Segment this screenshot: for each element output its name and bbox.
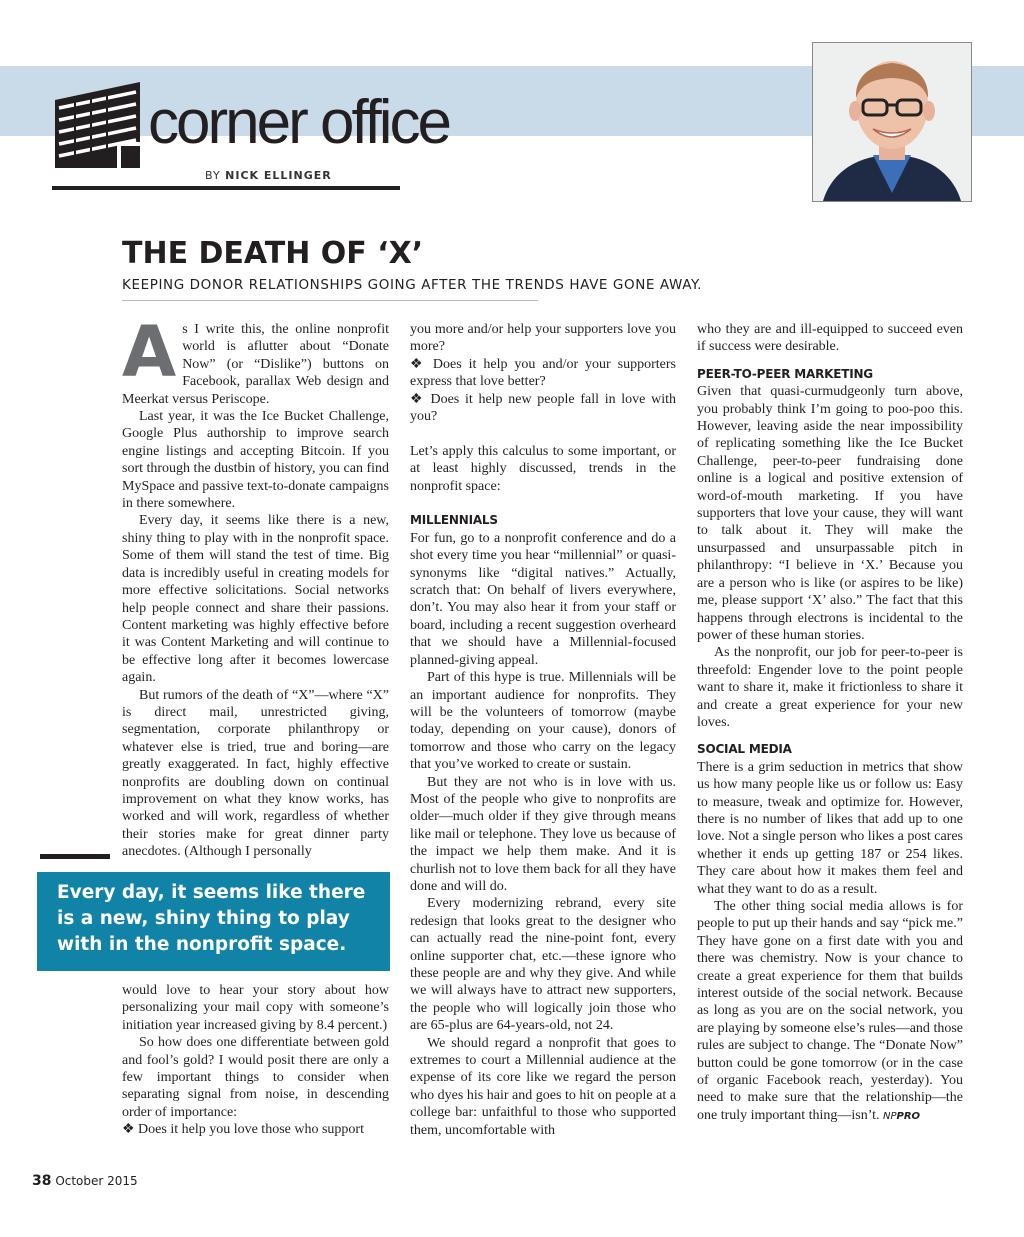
nppro-end-mark: NPPRO <box>883 1110 921 1122</box>
article-title: THE DEATH OF ‘X’ <box>122 236 424 271</box>
building-logo-icon <box>55 82 140 168</box>
page-number: 38 <box>32 1173 52 1189</box>
paragraph: you more and/or help your supporters love you more? <box>410 322 676 355</box>
paragraph: Last year, it was the Ice Bucket Challenge, Google Plus authorship to improve search engine listings and accepting Bitcoin. If you sort through the dustbin of history, you can find MySpace and passive text-to-donate campaigns in there somewhere. <box>122 409 390 512</box>
section-heading: MILLENNIALS <box>410 513 498 528</box>
paragraph: There is a grim seduction in metrics that show us how many people like us or follow us: Easy to measure, tweak and optimize for. However, there is no number of likes that add up to one love. Not a single person who likes a post cares whether it ends up getting 187 or 254 likes. They care about how it makes them feel and what they want to do as a result. <box>697 759 963 897</box>
paragraph: But they are not who is in love with us. Most of the people who give to nonprofits are older—much older if they give through means like mail or telephone. They love us because of the impact we help them make. And it is churlish not to love them back for all they have done and will do. <box>410 774 676 894</box>
paragraph: So how does one differentiate between gold and fool’s gold? I would posit there are only a few important things to consider when separating signal from noise, in descending order of importance: <box>122 1035 389 1120</box>
paragraph: s I write this, the online nonprofit world is aflutter about “Donate Now” (or “Dislike”) buttons on Facebook, parallax Web design and Meerkat versus Periscope. <box>122 322 389 407</box>
paragraph: The other thing social media allows is for people to put up their hands and say “pick me.” They have gone on a first date with you and there was chemistry. Now is your chance to create a great experience for them that builds interest outside of the social network. Because as long as you are on the social network, you are playing by someone else’s rules—and those rules are subject to change. The “Donate Now” button could be gone tomorrow (or in the case of organic Facebook reach, yesterday). You need to make sure that the relationship—the one truly important thing—isn’t. NPPRO <box>697 899 963 1123</box>
column-1-top <box>122 311 390 861</box>
column-1-bottom <box>122 982 389 1139</box>
paragraph: Let’s apply this calculus to some important, or at least highly discussed, trends in the nonprofit space: <box>410 443 676 494</box>
issue-date: October 2015 <box>55 1174 138 1188</box>
header-rule <box>52 186 400 190</box>
article-subtitle: KEEPING DONOR RELATIONSHIPS GOING AFTER THE TRENDS HAVE GONE AWAY. <box>122 277 703 293</box>
author-name: NICK ELLINGER <box>225 169 332 182</box>
paragraph: As the nonprofit, our job for peer-to-peer is threefold: Engender love to the point people want to share it, make it frictionless to share it and create a great experience for your new loves. <box>697 645 963 730</box>
paragraph: who they are and ill-equipped to succeed even if success were desirable. <box>697 322 963 355</box>
byline: BY NICK ELLINGER <box>205 169 332 182</box>
pullquote: Every day, it seems like there is a new, shiny thing to play with in the nonprofit space. <box>37 872 390 971</box>
section-heading: PEER-TO-PEER MARKETING <box>697 366 873 381</box>
paragraph: For fun, go to a nonprofit conference and do a shot every time you hear “millennial” or quasi-synonyms like “digital natives.” Actually, scratch that: On behalf of livers everywhere, don’t. You may also hear it from your staff or board, including a recent suggestion overheard that we should have a Millennial-focused planned-giving appeal. <box>410 530 676 668</box>
paragraph: Every modernizing rebrand, every site redesign that looks great to the designer who can actually read the nine-point font, every online supporter chat, etc.—these ignore who these people are and why they give. And while we will always have to attract new supporters, the people who will logically join those who are 65-plus are 64-years-old, not 24. <box>410 896 676 1034</box>
paragraph: Every day, it seems like there is a new, shiny thing to play with in the nonprofit space. Some of them will stand the test of time. Big data is incredibly useful in creating models for more effective solicitations. Social networks help people connect and share their passions. Content marketing was highly effective before it was Content Marketing and will continue to be effective long after it becomes lowercase again. <box>122 513 389 686</box>
paragraph: We should regard a nonprofit that goes to extremes to court a Millennial audience at the expense of its core like we regard the person who dyes his hair and goes to hit on people at a college bar: unfaithful to those who supported them, uncomfortable with <box>410 1035 676 1138</box>
section-heading: SOCIAL MEDIA <box>697 742 792 757</box>
column-brand-title: corner office <box>148 88 450 157</box>
subtitle-rule <box>122 300 538 301</box>
column-3 <box>697 321 963 1125</box>
paragraph: Part of this hype is true. Millennials will be an important audience for nonprofits. They will be the volunteers of tomorrow (maybe today, depending on your cause), donors of tomorrow and those who carry on the legacy that you’ve worked to create or sustain. <box>410 670 676 773</box>
author-portrait-icon <box>813 43 971 201</box>
pullquote-rule <box>40 854 110 859</box>
drop-cap: A <box>122 311 177 393</box>
bullet-item: ❖ Does it help you love those who support <box>122 1122 364 1138</box>
bullet-item: ❖ Does it help you and/or your supporters express that love better? <box>410 356 676 390</box>
bullet-item: ❖ Does it help new people fall in love with you? <box>410 391 676 425</box>
paragraph: would love to hear your story about how personalizing your mail copy with someone’s initiation year increased giving by 8.4 percent.) <box>122 983 389 1033</box>
column-2 <box>410 321 676 1139</box>
paragraph: Given that quasi-curmudgeonly turn above, you probably think I’m going to poo-poo this. However, leaving aside the near impossibility of replicating something like the Ice Bucket Challenge, peer-to-peer fundraising done online is a logical and positive extension of word-of-mouth marketing. If you have supporters that love your cause, they will want to talk about it. They will make the unsurpassed and unsurpassable pitch in philanthropy: “I believe in ‘X.’ Because you are a person who is like (or aspires to be like) me, please support ‘X’ also.” The fact that this happens through electrons is incidental to the power of these human stories. <box>697 384 963 643</box>
paragraph: But rumors of the death of “X”—where “X” is direct mail, unrestricted giving, segmentation, corporate philanthropy or whatever else is tried, true and boring—are greatly exaggerated. In fact, highly effective nonprofits are doubling down on continual improvement on what they know works, has worked and will work, regardless of whether their stories make for great dinner party anecdotes. (Although I personally <box>122 687 389 860</box>
page-footer <box>32 1173 138 1189</box>
author-photo <box>812 42 972 202</box>
